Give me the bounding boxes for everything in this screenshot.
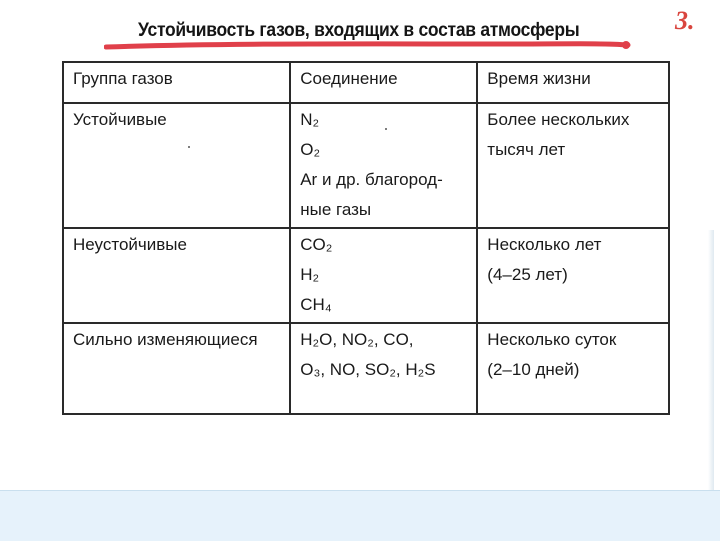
group-label: Сильно изменяющиеся (73, 330, 258, 349)
header-gas-group: Группа газов (63, 62, 290, 103)
title-underline (104, 41, 632, 51)
table-row (63, 103, 669, 228)
compound-line: H₂ (300, 265, 320, 284)
cell-lifetime (477, 103, 669, 228)
compound-line: H₂O, NO₂, CO, (300, 330, 414, 349)
compound-line: O₃, NO, SO₂, H₂S (300, 360, 436, 379)
compound-line: Ar и др. благород- (300, 170, 443, 189)
compound-line: CO₂ (300, 235, 333, 254)
cell-group (63, 228, 290, 323)
footer-band (0, 490, 720, 541)
lifetime-line: (4–25 лет) (487, 265, 568, 284)
lifetime-line: (2–10 дней) (487, 360, 580, 379)
group-label: Устойчивые (73, 110, 167, 129)
table-header-row (63, 62, 669, 103)
cell-compounds (290, 323, 477, 414)
page-title: Устойчивость газов, входящих в состав атмосферы (138, 20, 580, 41)
compound-line: ные газы (300, 200, 372, 219)
table-row (63, 323, 669, 414)
compound-line: O₂ (300, 140, 321, 159)
compound-line: CH₄ (300, 295, 332, 314)
cell-group (63, 103, 290, 228)
scan-edge-shadow (708, 230, 714, 490)
table-row (63, 228, 669, 323)
cell-compounds (290, 228, 477, 323)
gas-stability-table (62, 61, 670, 415)
cell-group (63, 323, 290, 414)
corner-handwritten-mark: 3. (675, 6, 695, 35)
lifetime-line: тысяч лет (487, 140, 566, 159)
compound-line: N₂ (300, 110, 320, 129)
header-compound: Соединение (290, 62, 477, 103)
group-label: Неустойчивые (73, 235, 187, 254)
lifetime-line: Несколько лет (487, 235, 602, 254)
cell-compounds (290, 103, 477, 228)
cell-lifetime (477, 228, 669, 323)
lifetime-line: Несколько суток (487, 330, 617, 349)
header-lifetime: Время жизни (477, 62, 669, 103)
scan-speck (188, 146, 190, 148)
scan-speck (385, 128, 387, 130)
cell-lifetime (477, 323, 669, 414)
lifetime-line: Более нескольких (487, 110, 630, 129)
